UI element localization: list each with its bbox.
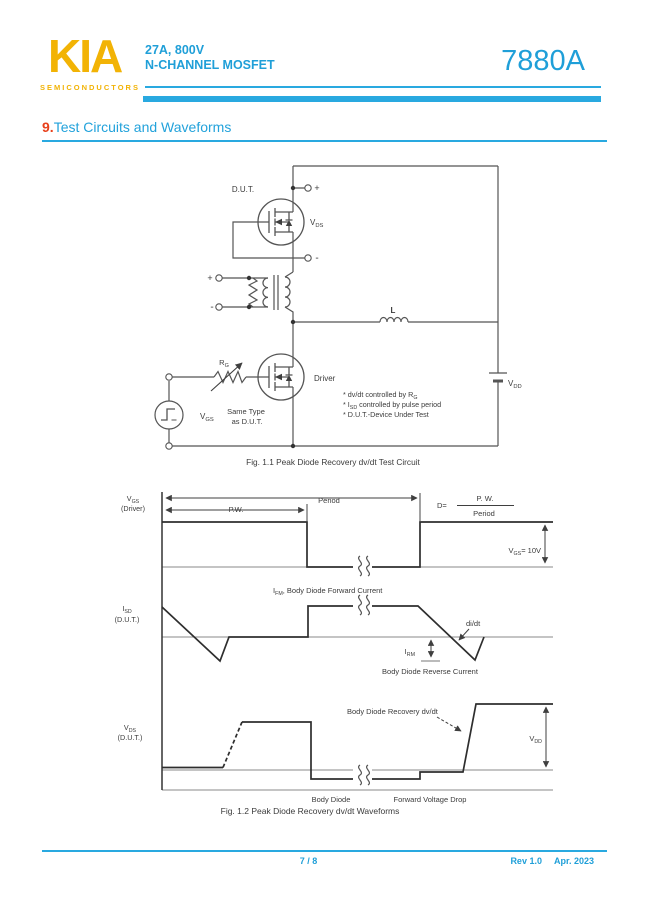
part-number: 7880A (501, 45, 585, 77)
forward-voltage-drop-label: Forward Voltage Drop (393, 795, 467, 804)
circuit-note-1: * dv/dt controlled by $R_G$ (343, 390, 418, 401)
vdd-battery-symbol (489, 373, 507, 381)
period-label: Period (318, 496, 340, 505)
fig2-caption: Fig. 1.2 Peak Diode Recovery dv/dt Waveforms (220, 806, 400, 816)
duty-cycle-lhs: D= (437, 501, 447, 510)
fig1-caption: Fig. 1.1 Peak Diode Recovery dv/dt Test Circuit (246, 457, 420, 467)
isd-axis-sublabel: (D.U.T.) (114, 615, 140, 624)
isd-trace (162, 606, 484, 661)
didt-label: di/dt (466, 619, 481, 628)
device-rating: 27A, 800V (145, 43, 205, 57)
section-underline (42, 140, 607, 142)
same-type-line1: Same Type (227, 407, 265, 416)
section-title (42, 119, 231, 135)
vgs-level-label: $V_{GS}= 10V$ (508, 546, 541, 557)
reverse-current-label: Body Diode Reverse Current (382, 667, 478, 676)
duty-cycle-numerator: P. W. (476, 494, 494, 503)
dut-label: D.U.T. (231, 185, 255, 194)
kia-logo-subtext: SEMICONDUCTORS (40, 83, 140, 92)
rg-label: $R_G$ (219, 358, 229, 369)
vds-label: $V_{DS}$ (310, 218, 324, 229)
header-rule-thin (145, 86, 601, 88)
test-circuit-figure (140, 160, 550, 470)
primary-minus-label: - (210, 302, 214, 313)
section-number: 9. (42, 119, 54, 135)
device-type: N-CHANNEL MOSFET (145, 58, 275, 72)
body-diode-label: Body Diode (311, 795, 351, 804)
primary-plus-label: + (207, 273, 213, 283)
inductor-label: L (390, 306, 396, 315)
revision-label: Rev 1.0 (510, 856, 542, 866)
vdd-level-label: $V_{DD}$ (529, 734, 542, 745)
pulse-width-label: P.W. (228, 505, 244, 514)
output-plus-label: + (314, 183, 320, 193)
vds-axis-label: $V_{DS}$ (123, 723, 137, 734)
output-minus-label: - (315, 253, 319, 264)
vgs-source-label: $V_{GS}$ (200, 412, 214, 423)
isd-axis-label: $I_{SD}$ (122, 604, 132, 615)
irm-label: $I_{RM}$ (404, 647, 415, 658)
page-number: 7 / 8 (299, 856, 318, 866)
vds-axis-sublabel: (D.U.T.) (117, 733, 143, 742)
circuit-note-2: * $I_{SD}$ controlled by pulse period (343, 400, 442, 411)
duty-cycle-denominator: Period (473, 509, 495, 518)
forward-current-label: $I_{FM}$, Body Diode Forward Current (273, 586, 383, 597)
kia-logo: KIA (48, 30, 122, 82)
revision-date: Apr. 2023 (553, 856, 594, 866)
vgs-axis-sublabel: (Driver) (121, 504, 145, 513)
driver-label: Driver (314, 374, 336, 383)
circuit-note-3: * D.U.T.-Device Under Test (343, 410, 429, 419)
same-type-line2: as D.U.T. (231, 417, 263, 426)
vdd-supply-label: $V_{DD}$ (508, 379, 522, 390)
header-rule-thick (143, 96, 601, 102)
revision-info (510, 856, 594, 866)
recovery-dvdt-label: Body Diode Recovery dv/dt (347, 707, 438, 716)
vgs-pulse-source-symbol (155, 401, 183, 429)
waveforms-figure (95, 485, 625, 820)
section-title-text: Test Circuits and Waveforms (53, 119, 232, 135)
vgs-axis-label: $V_{GS}$ (126, 494, 140, 505)
measure-arrows (166, 492, 546, 767)
footer-rule (42, 850, 607, 852)
